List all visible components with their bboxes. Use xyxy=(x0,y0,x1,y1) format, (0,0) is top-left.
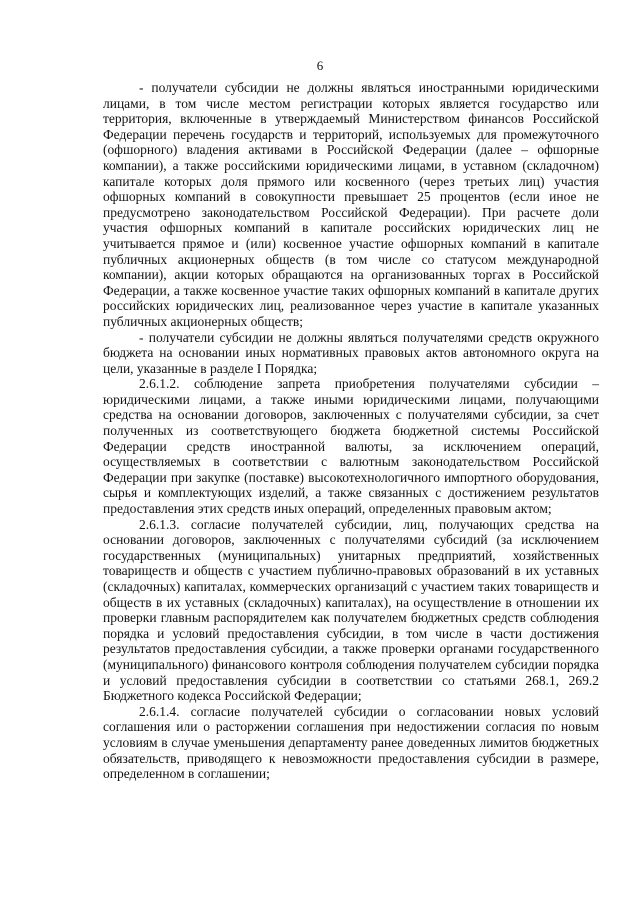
body-text xyxy=(103,80,599,782)
paragraph-budget-restriction: - получатели субсидии не должны являться получателями средств окружного бюджета на основании иных нормативных правовых актов автономного округа на цели, указанные в разделе I Порядка; xyxy=(103,329,599,376)
paragraph-2-6-1-2: 2.6.1.2. соблюдение запрета приобретения получателями субсидии – юридическими лицами, а также иными юридическими лицами, получающими средства на основании договоров, заключенных с получателями субсидии, за счет полученных из соответствующего бюджета бюджетной системы Российской Федерации средств иностранной валюты, за исключением операций, осуществляемых в соответствии с валютным законодательством Российской Федерации при закупке (поставке) высокотехнологичного импортного оборудования, сырья и комплектующих изделий, а также связанных с достижением результатов предоставления этих средств иных операций, определенных правовым актом; xyxy=(103,376,599,517)
page-number: 6 xyxy=(316,58,324,73)
paragraph-offshore-restriction: - получатели субсидии не должны являться иностранными юридическими лицами, в том числе местом регистрации которых является государство или территория, включенные в утверждаемый Министерством финансов Российской Федерации перечень государств и территорий, используемых для промежуточного (офшорного) владения активами в Российской Федерации (далее – офшорные компании), а также российскими юридическими лицами, в уставном (складочном) капитале которых доля прямого или косвенного (через третьих лиц) участия офшорных компаний в совокупности превышает 25 процентов (если иное не предусмотрено законодательством Российской Федерации). При расчете доли участия офшорных компаний в капитале российских юридических лиц не учитывается прямое и (или) косвенное участие офшорных компаний в капитале публичных акционерных обществ (в том числе со статусом международной компании), акции которых обращаются на организованных торгах в Российской Федерации, а также косвенное участие таких офшорных компаний в капитале других российских юридических лиц, реализованное через участие в капитале указанных публичных акционерных обществ; xyxy=(103,80,599,329)
paragraph-2-6-1-3: 2.6.1.3. согласие получателей субсидии, лиц, получающих средства на основании договоров, заключенных с получателями субсидий (за исключением государственных (муниципальных) унитарных предприятий, хозяйственных товариществ и обществ с участием публично-правовых образований в их уставных (складочных) капиталах, коммерческих организаций с участием таких товариществ и обществ в их уставных (складочных) капиталах), на осуществление в отношении их проверки главным распорядителем как получателем бюджетных средств соблюдения порядка и условий предоставления субсидии, в том числе в части достижения результатов предоставления субсидии, а также проверки органами государственного (муниципального) финансового контроля соблюдения получателем субсидии порядка и условий предоставления субсидии в соответствии со статьями 268.1, 269.2 Бюджетного кодекса Российской Федерации; xyxy=(103,516,599,704)
paragraph-2-6-1-4: 2.6.1.4. согласие получателей субсидии о согласовании новых условий соглашения или о расторжении соглашения при недостижении согласия по новым условиям в случае уменьшения департаменту ранее доведенных лимитов бюджетных обязательств, приводящего к невозможности предоставления субсидии в размере, определенном в соглашении; xyxy=(103,703,599,782)
